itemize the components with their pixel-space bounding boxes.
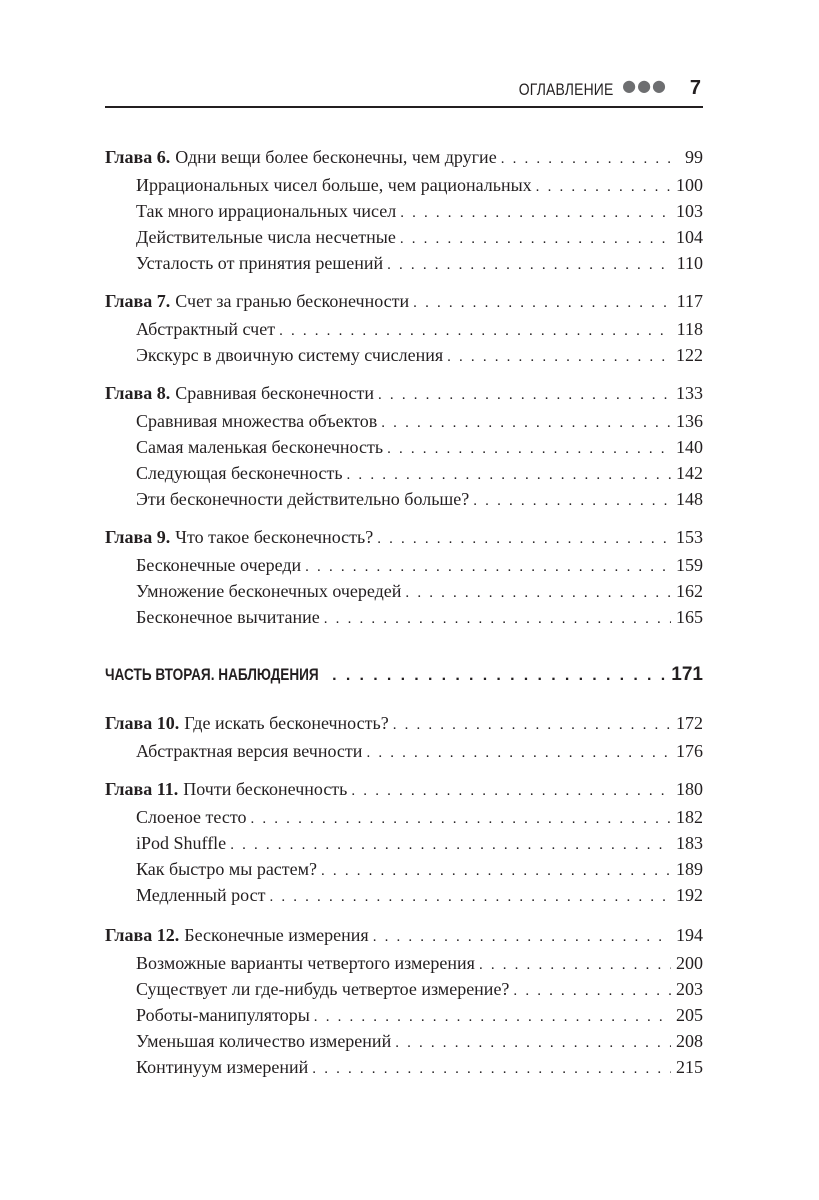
section-page: 110 <box>676 253 703 273</box>
section-page: 103 <box>676 201 703 221</box>
section-page: 140 <box>676 437 703 457</box>
part-title: ЧАСТЬ ВТОРАЯ. НАБЛЮДЕНИЯ <box>105 665 319 684</box>
toc-section[interactable] <box>136 487 703 511</box>
dot-leader <box>351 779 671 803</box>
dot-leader <box>536 175 671 199</box>
chapter-label: Глава 7. <box>105 291 171 311</box>
toc-section[interactable] <box>136 251 703 275</box>
section-title: Бесконечное вычитание <box>136 607 320 627</box>
dot-leader <box>501 147 680 171</box>
dot-leader <box>312 1057 671 1081</box>
section-page: 148 <box>676 489 703 509</box>
section-title: Слоеное тесто <box>136 807 247 827</box>
toc-section[interactable] <box>136 461 703 485</box>
section-title: Абстрактный счет <box>136 319 276 339</box>
chapter-page: 194 <box>676 925 703 945</box>
dot-leader <box>373 925 671 949</box>
toc-chapter-12[interactable] <box>105 923 703 947</box>
chapter-label: Глава 12. <box>105 925 180 945</box>
toc-section[interactable] <box>136 831 703 855</box>
toc-section[interactable] <box>136 805 703 829</box>
section-page: 182 <box>676 807 703 827</box>
chapter-page: 180 <box>676 779 703 799</box>
dot-leader <box>377 527 671 551</box>
section-title: Как быстро мы растем? <box>136 859 318 879</box>
toc-section[interactable] <box>136 739 703 763</box>
dot-leader <box>250 807 671 831</box>
toc-section[interactable] <box>136 977 703 1001</box>
section-page: 189 <box>676 859 703 879</box>
dot-leader <box>405 581 671 605</box>
toc-section[interactable] <box>136 435 703 459</box>
section-title: Следующая бесконечность <box>136 463 343 483</box>
toc-chapter-11[interactable] <box>105 777 703 801</box>
page-number: 7 <box>689 77 701 99</box>
section-title: Экскурс в двоичную систему счисления <box>136 345 444 365</box>
dot-leader <box>305 555 671 579</box>
section-title: iPod Shuffle <box>136 833 227 853</box>
chapter-label: Глава 8. <box>105 383 171 403</box>
toc-section[interactable] <box>136 173 703 197</box>
section-page: 122 <box>676 345 703 365</box>
dot-leader <box>513 979 671 1003</box>
section-title: Возможные варианты четвертого измерения <box>136 953 475 973</box>
toc-section[interactable] <box>136 1029 703 1053</box>
chapter-title: Где искать бесконечность? <box>184 713 389 733</box>
section-page: 176 <box>676 741 703 761</box>
dot-leader <box>321 859 671 883</box>
dot-leader <box>279 319 672 343</box>
toc-part-2[interactable] <box>105 662 703 688</box>
section-page: 142 <box>676 463 703 483</box>
chapter-title: Сравнивая бесконечности <box>175 383 375 403</box>
section-title: Так много иррациональных чисел <box>136 201 397 221</box>
section-title: Иррациональных чисел больше, чем рациональных <box>136 175 532 195</box>
header-dots-ornament: ●●● <box>622 76 667 95</box>
running-header <box>105 74 703 108</box>
section-title: Усталость от принятия решений <box>136 253 384 273</box>
section-page: 100 <box>676 175 703 195</box>
chapter-title: Одни вещи более бесконечны, чем другие <box>175 147 497 167</box>
dot-leader <box>314 1005 671 1029</box>
toc-section[interactable] <box>136 199 703 223</box>
section-page: 104 <box>676 227 703 247</box>
dot-leader <box>332 663 666 689</box>
dot-leader <box>269 885 671 909</box>
dot-leader <box>387 253 672 277</box>
section-title: Действительные числа несчетные <box>136 227 396 247</box>
dot-leader <box>381 411 671 435</box>
chapter-label: Глава 11. <box>105 779 179 799</box>
section-title: Континуум измерений <box>136 1057 309 1077</box>
section-title: Самая маленькая бесконечность <box>136 437 384 457</box>
toc-section[interactable] <box>136 579 703 603</box>
dot-leader <box>400 201 671 225</box>
section-page: 118 <box>676 319 703 339</box>
dot-leader <box>324 607 671 631</box>
section-title: Медленный рост <box>136 885 266 905</box>
section-page: 203 <box>676 979 703 999</box>
section-page: 192 <box>676 885 703 905</box>
toc-section[interactable] <box>136 1003 703 1027</box>
section-page: 165 <box>676 607 703 627</box>
chapter-page: 172 <box>676 713 703 733</box>
chapter-page: 133 <box>676 383 703 403</box>
section-title: Существует ли где-нибудь четвертое измерение? <box>136 979 510 999</box>
toc-chapter-10[interactable] <box>105 711 703 735</box>
section-title: Бесконечные очереди <box>136 555 302 575</box>
toc-section[interactable] <box>136 225 703 249</box>
section-page: 136 <box>676 411 703 431</box>
toc-chapter-6[interactable] <box>105 145 703 169</box>
section-title: Абстрактная версия вечности <box>136 741 363 761</box>
toc-section[interactable] <box>136 409 703 433</box>
chapter-title: Счет за гранью бесконечности <box>175 291 410 311</box>
section-title: Сравнивая множества объектов <box>136 411 378 431</box>
toc-section[interactable] <box>136 343 703 367</box>
part-page: 171 <box>671 664 703 685</box>
toc-section[interactable] <box>136 951 703 975</box>
dot-leader <box>366 741 671 765</box>
section-page: 183 <box>676 833 703 853</box>
dot-leader <box>230 833 671 857</box>
dot-leader <box>378 383 671 407</box>
toc-chapter-7[interactable] <box>105 289 703 313</box>
chapter-label: Глава 10. <box>105 713 180 733</box>
toc-chapter-9[interactable] <box>105 525 703 549</box>
toc-section[interactable] <box>136 605 703 629</box>
header-title: ОГЛАВЛЕНИЕ <box>518 80 613 99</box>
section-title: Эти бесконечности действительно больше? <box>136 489 470 509</box>
section-page: 205 <box>676 1005 703 1025</box>
toc-section[interactable] <box>136 1055 703 1079</box>
dot-leader <box>400 227 671 251</box>
section-title: Уменьшая количество измерений <box>136 1031 392 1051</box>
dot-leader <box>393 713 671 737</box>
chapter-label: Глава 6. <box>105 147 171 167</box>
chapter-page: 99 <box>685 147 703 167</box>
dot-leader <box>413 291 671 315</box>
chapter-title: Почти бесконечность <box>183 779 348 799</box>
toc-section[interactable] <box>136 857 703 881</box>
section-page: 200 <box>676 953 703 973</box>
toc-section[interactable] <box>136 553 703 577</box>
section-title: Умножение бесконечных очередей <box>136 581 402 601</box>
chapter-page: 153 <box>676 527 703 547</box>
chapter-page: 117 <box>676 291 703 311</box>
chapter-title: Бесконечные измерения <box>184 925 369 945</box>
toc-section[interactable] <box>136 317 703 341</box>
toc-chapter-8[interactable] <box>105 381 703 405</box>
dot-leader <box>473 489 671 513</box>
chapter-label: Глава 9. <box>105 527 171 547</box>
dot-leader <box>395 1031 671 1055</box>
section-page: 162 <box>676 581 703 601</box>
chapter-title: Что такое бесконечность? <box>175 527 374 547</box>
toc-section[interactable] <box>136 883 703 907</box>
section-page: 215 <box>676 1057 703 1077</box>
dot-leader <box>479 953 671 977</box>
section-title: Роботы-манипуляторы <box>136 1005 310 1025</box>
dot-leader <box>347 463 671 487</box>
dot-leader <box>387 437 671 461</box>
section-page: 159 <box>676 555 703 575</box>
dot-leader <box>447 345 671 369</box>
section-page: 208 <box>676 1031 703 1051</box>
